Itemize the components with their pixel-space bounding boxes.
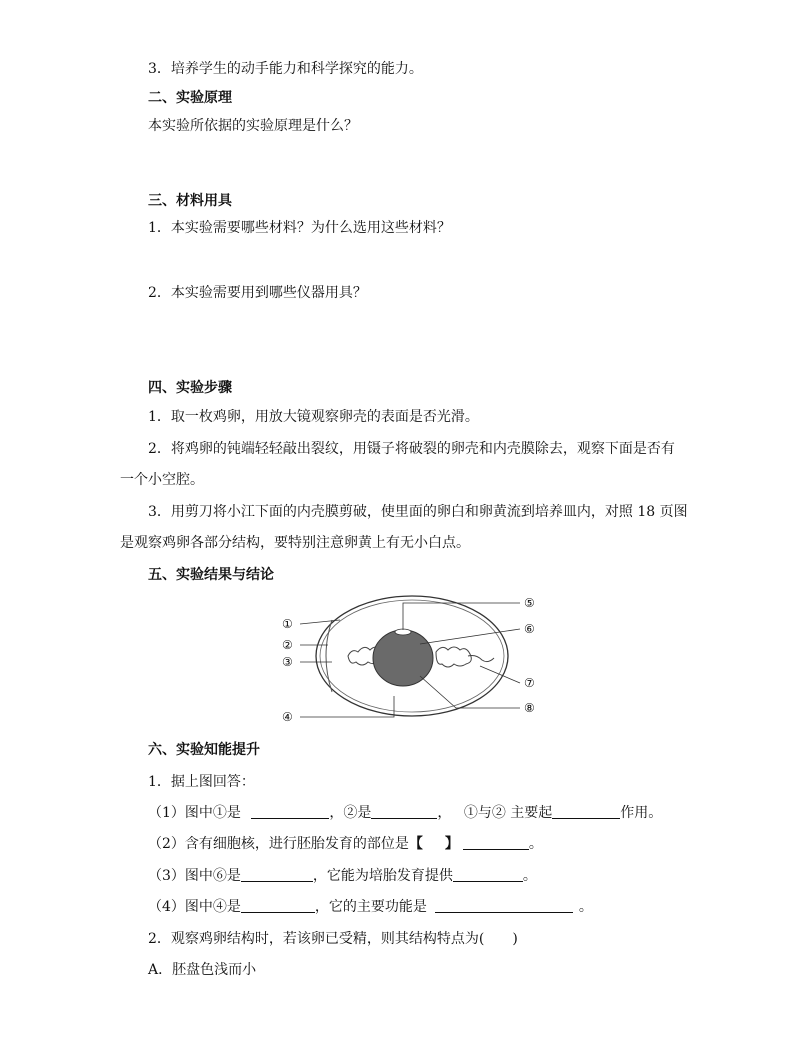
q1-4-mid: ，它的主要功能是 bbox=[314, 899, 427, 915]
question-2-option-a[interactable]: A．胚盘色浅而小 bbox=[148, 962, 257, 978]
egg-structure-diagram bbox=[270, 590, 550, 730]
q1-3-prefix: （3）图中⑥是 bbox=[148, 868, 241, 884]
question-1-1 bbox=[148, 803, 662, 823]
principle-question: 本实验所依据的实验原理是什么？ bbox=[148, 118, 358, 134]
step-1: 1．取一枚鸡卵，用放大镜观察卵壳的表面是否光滑。 bbox=[148, 409, 479, 425]
question-1-3 bbox=[148, 866, 537, 886]
section-heading-principle: 二、实验原理 bbox=[148, 90, 232, 106]
q1-3-suffix: 。 bbox=[522, 868, 537, 884]
step-3-line-1: 3．用剪刀将小江下面的内壳膜剪破，使里面的卵白和卵黄流到培养皿内，对照 18 页图 bbox=[148, 504, 688, 520]
diagram-label-7: ⑦ bbox=[524, 676, 535, 690]
q1-1-comma: ， bbox=[437, 805, 452, 821]
answer-blank-4[interactable] bbox=[463, 835, 529, 850]
materials-question-1: 1．本实验需要哪些材料？为什么选用这些材料？ bbox=[148, 220, 451, 236]
chalaza-right bbox=[436, 647, 471, 667]
diagram-label-6: ⑥ bbox=[524, 622, 535, 636]
question-1-2 bbox=[148, 834, 543, 854]
goal-item-3: 3．培养学生的动手能力和科学探究的能力。 bbox=[148, 61, 423, 77]
step-2-line-1: 2．将鸡卵的钝端轻轻敲出裂纹，用镊子将破裂的卵壳和内壳膜除去，观察下面是否有 bbox=[148, 441, 675, 457]
q1-4-prefix: （4）图中④是 bbox=[148, 899, 241, 915]
section-heading-materials: 三、材料用具 bbox=[148, 193, 232, 209]
step-3-line-2: 是观察鸡卵各部分结构，要特别注意卵黄上有无小白点。 bbox=[120, 535, 470, 551]
diagram-label-8: ⑧ bbox=[524, 701, 535, 715]
yolk bbox=[373, 630, 433, 686]
q1-1-prefix: （1）图中①是 bbox=[148, 805, 241, 821]
q1-1-pair: ①与② bbox=[463, 805, 506, 821]
q1-2-prefix: （2）含有细胞核，进行胚胎发育的部位是 bbox=[148, 836, 409, 852]
q1-1-mid: ，②是 bbox=[329, 805, 372, 821]
answer-blank-1[interactable] bbox=[251, 804, 329, 819]
answer-blank-3[interactable] bbox=[552, 804, 620, 819]
answer-blank-5[interactable] bbox=[241, 867, 313, 882]
section-heading-extension: 六、实验知能提升 bbox=[148, 742, 260, 758]
extension-question-1: 1．据上图回答： bbox=[148, 774, 255, 790]
q1-2-bracket-open: 【 bbox=[408, 836, 423, 852]
diagram-label-3: ③ bbox=[282, 655, 293, 669]
q1-1-suffix: 作用。 bbox=[620, 805, 663, 821]
diagram-label-4: ④ bbox=[282, 710, 293, 724]
section-heading-results: 五、实验结果与结论 bbox=[148, 567, 274, 583]
diagram-label-1: ① bbox=[282, 617, 293, 631]
q1-4-suffix: 。 bbox=[578, 899, 593, 915]
q1-2-bracket-close: 】 bbox=[444, 836, 459, 852]
step-2-line-2: 一个小空腔。 bbox=[120, 472, 204, 488]
answer-blank-6[interactable] bbox=[453, 867, 523, 882]
answer-blank-7[interactable] bbox=[241, 898, 315, 913]
q1-1-role: 主要起 bbox=[510, 805, 553, 821]
q1-2-suffix: 。 bbox=[528, 836, 543, 852]
q1-3-mid: ，它能为培胎发育提供 bbox=[312, 868, 453, 884]
materials-question-2: 2．本实验需要用到哪些仪器用具？ bbox=[148, 285, 367, 301]
question-1-4 bbox=[148, 897, 593, 917]
diagram-label-5: ⑤ bbox=[524, 596, 535, 610]
answer-blank-2[interactable] bbox=[371, 804, 437, 819]
diagram-label-2: ② bbox=[282, 638, 293, 652]
section-heading-steps: 四、实验步骤 bbox=[148, 380, 232, 396]
answer-blank-8[interactable] bbox=[435, 898, 573, 913]
extension-question-2: 2．观察鸡卵结构时，若该卵已受精，则其结构特点为( ) bbox=[148, 931, 518, 947]
